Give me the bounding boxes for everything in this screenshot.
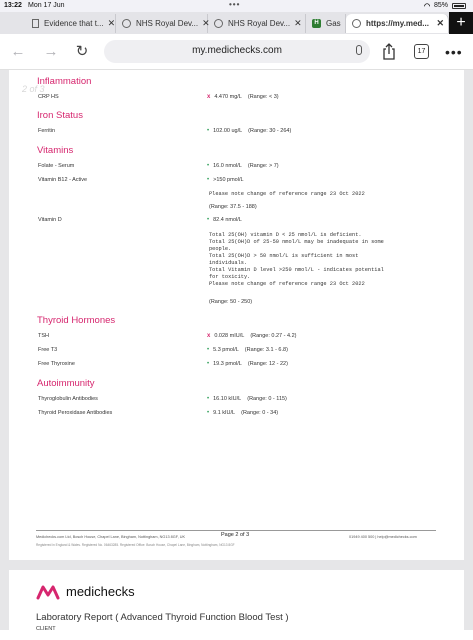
medichecks-logo [36, 584, 135, 599]
result-value: >150 pmol/L [213, 177, 244, 183]
browser-toolbar [0, 34, 473, 70]
compass-icon [214, 19, 223, 28]
page-watermark: 2 of 3 [22, 84, 45, 94]
normal-flag-icon: • [207, 163, 210, 169]
test-name-ft4: Free Thyroxine [38, 361, 75, 367]
result-range: (Range: 0 - 115) [247, 396, 287, 402]
result-tsh [207, 333, 296, 339]
vitamin-d-range: (Range: 50 - 250) [209, 299, 253, 305]
result-thyroglobulin [207, 396, 287, 402]
forward-icon[interactable]: → [43, 43, 59, 60]
tab-strip [0, 12, 473, 34]
result-range: (Range: < 3) [247, 94, 279, 100]
vitamin-d-note: Total 25(OH) vitamin D < 25 nmol/L is deficient. Total 25(OH)D of 25-50 nmol/L may be inadequate in some people. Total 25(OH)D > 50 nmol/L is sufficient in most individuals. Total Vitamin D level >250 nmol/L - indicates potential for toxicity. Please note change of reference range 23 Oct 2022 [209, 232, 384, 287]
result-value: 4.470 mg/L [214, 94, 242, 100]
close-icon[interactable]: ✕ [202, 18, 210, 28]
tab-nhs-1[interactable] [116, 14, 208, 33]
report-title: Laboratory Report ( Advanced Thyroid Function Blood Test ) [36, 612, 289, 623]
tab-label: NHS Royal Dev... [136, 19, 199, 28]
b12-range: (Range: 37.5 - 188) [209, 204, 257, 210]
result-range: (Range: 12 - 22) [247, 361, 288, 367]
test-name-tsh: TSH [38, 333, 49, 339]
result-range: (Range: > 7) [247, 163, 279, 169]
result-value: 16.10 kIU/L [213, 396, 242, 402]
footer-address: Medichecks.com Ltd, Bosch House, Chapel Lane, Bingham, Nottingham, NG13 8GF, UK [36, 535, 185, 539]
result-ft4 [207, 361, 288, 367]
more-icon[interactable]: ••• [445, 44, 463, 60]
close-icon[interactable]: ✕ [436, 18, 444, 28]
address-bar[interactable] [104, 40, 370, 63]
client-label: CLIENT [36, 626, 56, 632]
status-time: 13:22 [4, 2, 22, 9]
tabs-count-button[interactable]: 17 [414, 44, 429, 59]
normal-flag-icon: • [207, 347, 210, 353]
tab-evidence[interactable] [26, 14, 116, 33]
normal-flag-icon: • [207, 177, 210, 183]
compass-icon [122, 19, 131, 28]
tab-gas[interactable] [306, 14, 346, 33]
result-ft3 [207, 347, 288, 353]
test-name-thyroglobulin: Thyroglobulin Antibodies [38, 396, 98, 402]
normal-flag-icon: • [207, 410, 210, 416]
page-number: Page 2 of 3 [221, 532, 250, 538]
compass-icon [352, 19, 361, 28]
tab-label: https://my.med... [366, 19, 429, 28]
footer-contact: 01949 400 500 | help@medichecks.com [349, 535, 417, 539]
test-name-vitamin-d: Vitamin D [38, 217, 62, 223]
section-thyroid: Thyroid Hormones [37, 315, 116, 326]
test-name-b12: Vitamin B12 - Active [38, 177, 88, 183]
new-tab-button[interactable]: + [449, 12, 473, 34]
result-value: 5.3 pmol/L [213, 347, 239, 353]
close-icon[interactable]: ✕ [294, 18, 302, 28]
microphone-icon[interactable] [356, 45, 362, 55]
test-name-tpo: Thyroid Peroxidase Antibodies [38, 410, 113, 416]
section-autoimmunity: Autoimmunity [37, 378, 95, 389]
share-icon[interactable] [381, 43, 397, 61]
footer-registration: Registered in England & Wales. Registered No. 06463285. Registered Office: Bosch House, Chapel Lane, Bingham, Nottingham, NG13 8GF [36, 543, 235, 547]
back-icon[interactable]: ← [10, 43, 26, 60]
tab-label: NHS Royal Dev... [228, 19, 291, 28]
result-value: 0.028 mIU/L [214, 333, 245, 339]
result-crp [207, 94, 279, 100]
tab-label: Evidence that t... [44, 19, 104, 28]
logo-text: medichecks [66, 584, 135, 599]
test-name-ft3: Free T3 [38, 347, 58, 353]
normal-flag-icon: • [207, 128, 210, 134]
normal-flag-icon: • [207, 396, 210, 402]
tab-label: Gas [326, 19, 341, 28]
status-date: Mon 17 Jun [28, 2, 65, 9]
normal-flag-icon: • [207, 217, 210, 223]
result-vitamin-d [207, 217, 242, 223]
url-text: my.medichecks.com [192, 45, 282, 56]
result-range: (Range: 3.1 - 6.8) [244, 347, 288, 353]
abnormal-flag-icon: x [207, 333, 211, 339]
result-value: 19.3 pmol/L [213, 361, 242, 367]
b12-note: Please note change of reference range 23 Oct 2022 [209, 191, 365, 197]
test-name-folate: Folate - Serum [38, 163, 75, 169]
wifi-icon: ◠ [424, 3, 431, 10]
result-range: (Range: 0 - 34) [241, 410, 279, 416]
document-icon [32, 19, 39, 28]
multitask-dots-icon[interactable]: ••• [229, 0, 241, 9]
medichecks-logo-icon [36, 585, 62, 599]
result-value: 82.4 nmol/L [213, 217, 242, 223]
result-range: (Range: 30 - 264) [248, 128, 292, 134]
tab-medichecks[interactable] [346, 14, 449, 33]
result-value: 102.00 ug/L [213, 128, 243, 134]
test-name-crp: CRP HS [38, 94, 59, 100]
tab-nhs-2[interactable] [208, 14, 306, 33]
test-name-ferritin: Ferritin [38, 128, 56, 134]
result-value: 9.1 kIU/L [213, 410, 236, 416]
section-iron: Iron Status [37, 110, 83, 121]
result-ferritin [207, 128, 291, 134]
normal-flag-icon: • [207, 361, 210, 367]
report-page-2 [9, 70, 464, 560]
pdf-viewer[interactable] [0, 70, 473, 630]
result-range: (Range: 0.27 - 4.2) [250, 333, 297, 339]
section-vitamins: Vitamins [37, 145, 74, 156]
battery-percent: 85% [434, 2, 449, 9]
reload-icon[interactable]: ↻ [75, 43, 89, 60]
result-b12 [207, 177, 244, 183]
footer-divider [36, 530, 436, 531]
report-page-3 [9, 570, 464, 640]
status-bar [0, 0, 473, 12]
result-tpo [207, 410, 278, 416]
result-value: 16.0 nmol/L [213, 163, 242, 169]
sheets-icon: H [312, 19, 321, 28]
close-icon[interactable]: ✕ [107, 18, 116, 28]
section-inflammation: Inflammation [37, 76, 92, 87]
battery-icon [452, 3, 466, 9]
abnormal-flag-icon: x [207, 94, 211, 100]
result-folate [207, 163, 279, 169]
